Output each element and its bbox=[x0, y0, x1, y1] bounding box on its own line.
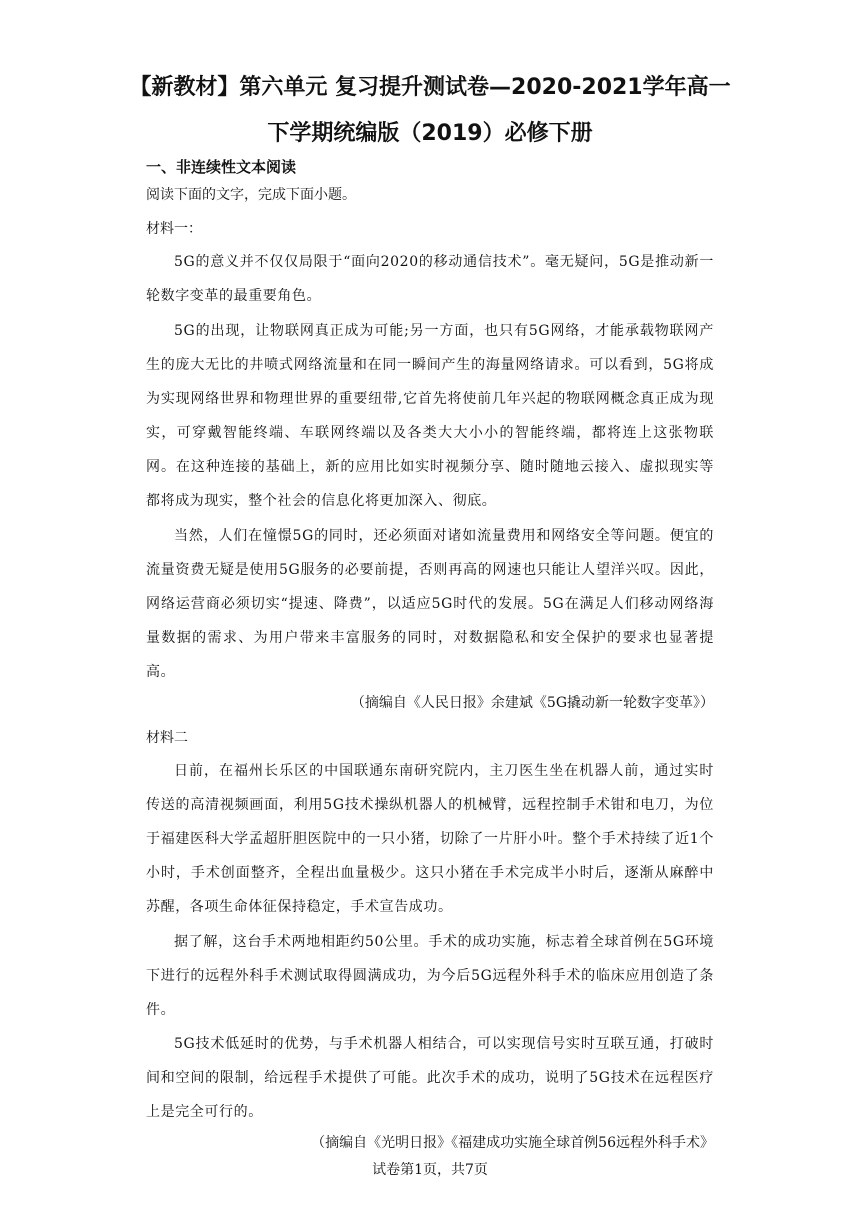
reading-instruction: 阅读下面的文字，完成下面小题。 bbox=[146, 187, 356, 203]
section-heading: 一、非连续性文本阅读 bbox=[146, 158, 297, 176]
material1-paragraph-2: 5G的出现，让物联网真正成为可能;另一方面，也只有5G网络，才能承载物联网产生的庞大无比的井喷式网络流量和在同一瞬间产生的海量网络请求。可以看到，5G将成为实现网络世界和物理世界的重要纽带,它首先将使前几年兴起的物联网概念真正成为现实，可穿戴智能终端、车联网终端以及各类大大小小的智能终端，都将连上这张物联网。在这种连接的基础上，新的应用比如实时视频分享、随时随地云接入、虚拟现实等都将成为现实，整个社会的信息化将更加深入、彻底。 bbox=[146, 323, 714, 509]
document-title-line2: 下学期统编版（2019）必修下册 bbox=[267, 121, 593, 146]
material2-paragraph-1: 日前，在福州长乐区的中国联通东南研究院内，主刀医生坐在机器人前，通过实时传送的高清视频画面，利用5G技术操纵机器人的机械臂，远程控制手术钳和电刀，为位于福建医科大学孟超肝胆医院中的一只小猪，切除了一片肝小叶。整个手术持续了近1个小时，手术创面整齐，全程出血量极少。这只小猪在手术完成半小时后，逐渐从麻醉中苏醒，各项生命体征保持稳定，手术宣告成功。 bbox=[146, 763, 714, 915]
material1-source: （摘编自《人民日报》余建斌《5G撬动新一轮数字变革》） bbox=[350, 695, 714, 711]
material1-paragraph-3: 当然，人们在憧憬5G的同时，还必须面对诸如流量费用和网络安全等问题。便宜的流量资费无疑是使用5G服务的必要前提，否则再高的网速也只能让人望洋兴叹。因此，网络运营商必须切实“提速、降费”，以适应5G时代的发展。5G在满足人们移动网络海量数据的需求、为用户带来丰富服务的同时，对数据隐私和安全保护的要求也显著提高。 bbox=[146, 528, 714, 680]
material2-paragraph-3: 5G技术低延时的优势，与手术机器人相结合，可以实现信号实时互联互通，打破时间和空间的限制，给远程手术提供了可能。此次手术的成功，说明了5G技术在远程医疗上是完全可行的。 bbox=[146, 1036, 714, 1120]
page-footer: 试卷第1页，共7页 bbox=[372, 1162, 488, 1178]
material2-paragraph-2: 据了解，这台手术两地相距约50公里。手术的成功实施，标志着全球首例在5G环境下进行的远程外科手术测试取得圆满成功，为今后5G远程外科手术的临床应用创造了条件。 bbox=[146, 934, 714, 1018]
material1-paragraph-1: 5G的意义并不仅仅局限于“面向2020的移动通信技术”。毫无疑问，5G是推动新一轮数字变革的最重要角色。 bbox=[146, 254, 714, 304]
document-title-line1: 【新教材】第六单元 复习提升测试卷—2020-2021学年高一 bbox=[129, 75, 731, 100]
material2-source: （摘编自《光明日报》《福建成功实施全球首例56远程外科手术》 bbox=[311, 1135, 714, 1151]
material1-label: 材料一： bbox=[146, 221, 202, 237]
material2-label: 材料二 bbox=[146, 730, 188, 746]
